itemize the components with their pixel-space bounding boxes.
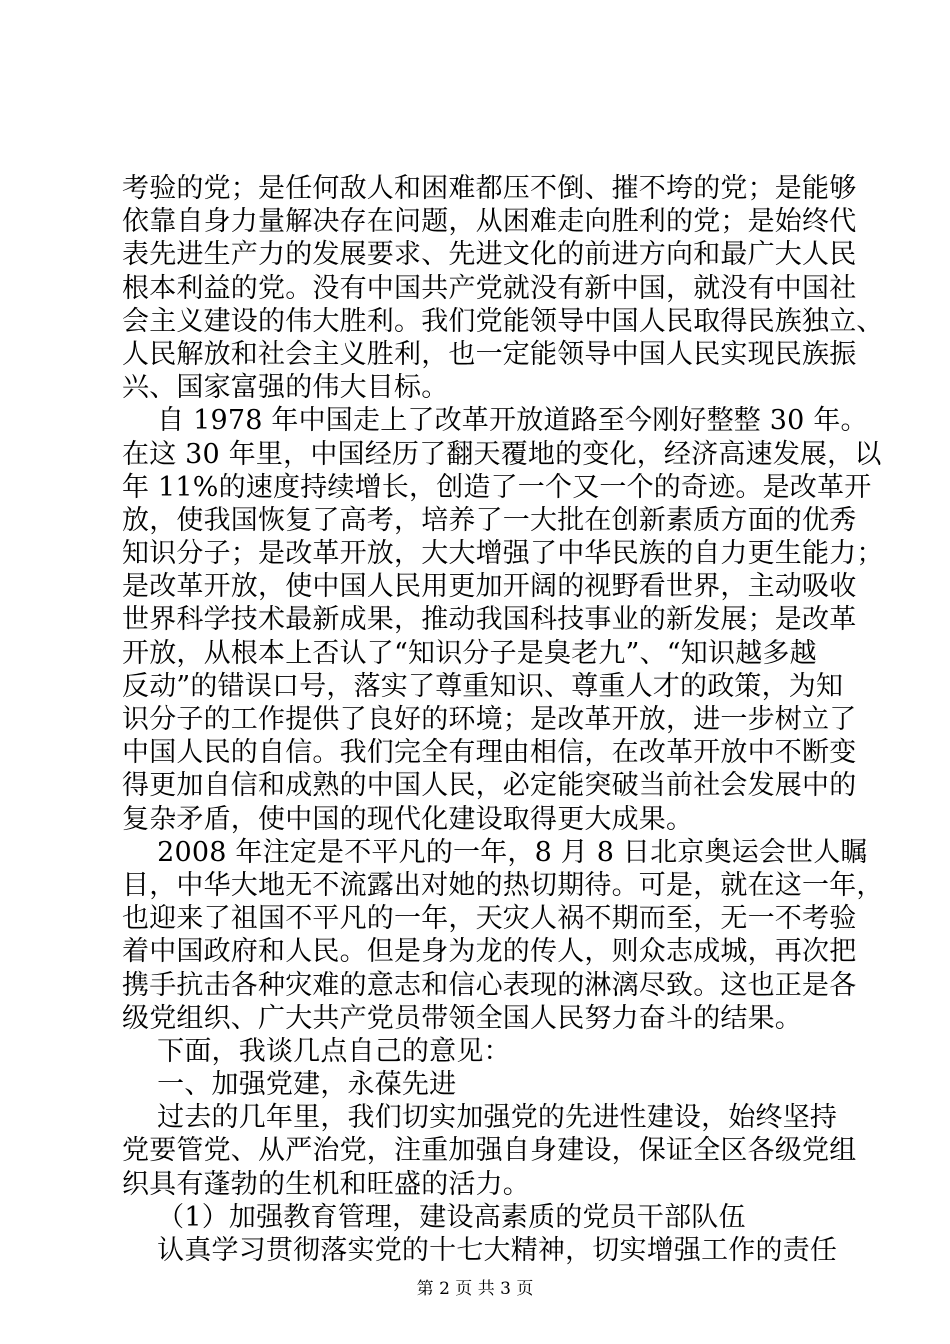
- text-line: 兴、国家富强的伟大目标。: [122, 372, 449, 404]
- text-line: 根本利益的党。没有中国共产党就没有新中国，就没有中国社: [122, 272, 857, 304]
- text-line: 考验的党；是任何敌人和困难都压不倒、摧不垮的党；是能够: [122, 173, 857, 204]
- subsection-heading: （1）加强教育管理，建设高素质的党员干部队伍: [122, 1201, 746, 1233]
- text-line: 开放，从根本上否认了“知识分子是臭老九”、“知识越多越: [122, 637, 817, 669]
- text-line: 会主义建设的伟大胜利。我们党能领导中国人民取得民族独立、: [122, 305, 884, 337]
- text-line: 是改革开放，使中国人民用更加开阔的视野看世界，主动吸收: [122, 571, 857, 603]
- text-line: 过去的几年里，我们切实加强党的先进性建设，始终坚持: [122, 1102, 838, 1134]
- text-line: 知识分子；是改革开放，大大增强了中华民族的自力更生能力；: [122, 538, 884, 570]
- text-line: 在这 30 年里，中国经历了翻天覆地的变化，经济高速发展，以: [122, 438, 882, 470]
- text-line: 得更加自信和成熟的中国人民，必定能突破当前社会发展中的: [122, 770, 857, 802]
- text-line: 世界科学技术最新成果，推动我国科技事业的新发展；是改革: [122, 604, 857, 636]
- text-line: 携手抗击各种灾难的意志和信心表现的淋漓尽致。这也正是各: [122, 969, 857, 1001]
- text-line: 党要管党、从严治党，注重加强自身建设，保证全区各级党组: [122, 1135, 857, 1167]
- text-line: 反动”的错误口号，落实了尊重知识、尊重人才的政策，为知: [122, 670, 844, 702]
- text-line: 级党组织、广大共产党员带领全国人民努力奋斗的结果。: [122, 1002, 802, 1034]
- text-line: 依靠自身力量解决存在问题，从困难走向胜利的党；是始终代: [122, 206, 857, 238]
- page-number: 第 2 页 共 3 页: [416, 1279, 534, 1299]
- text-line: 着中国政府和人民。但是身为龙的传人，则众志成城，再次把: [122, 936, 857, 968]
- text-line: 自 1978 年中国走上了改革开放道路至今刚好整整 30 年。: [122, 405, 868, 437]
- text-line: 人民解放和社会主义胜利，也一定能领导中国人民实现民族振: [122, 338, 857, 370]
- text-line: 下面，我谈几点自己的意见：: [122, 1035, 511, 1067]
- text-line: 表先进生产力的发展要求、先进文化的前进方向和最广大人民: [122, 239, 857, 271]
- text-line: 2008 年注定是不平凡的一年，8 月 8 日北京奥运会世人瞩: [122, 836, 868, 868]
- text-line: 目，中华大地无不流露出对她的热切期待。可是，就在这一年，: [122, 869, 884, 901]
- text-line: 织具有蓬勃的生机和旺盛的活力。: [122, 1168, 530, 1200]
- text-line: 放，使我国恢复了高考，培养了一大批在创新素质方面的优秀: [122, 504, 857, 536]
- section-heading: 一、加强党建，永葆先进: [122, 1069, 457, 1101]
- text-line: 识分子的工作提供了良好的环境；是改革开放，进一步树立了: [122, 704, 857, 735]
- body-text: [122, 172, 884, 1267]
- page-footer: [0, 1278, 950, 1300]
- text-line: 认真学习贯彻落实党的十七大精神，切实增强工作的责任: [122, 1235, 838, 1266]
- text-line: 中国人民的自信。我们完全有理由相信，在改革开放中不断变: [122, 737, 857, 769]
- text-line: 也迎来了祖国不平凡的一年，天灾人祸不期而至，无一不考验: [122, 903, 857, 935]
- text-line: 年 11%的速度持续增长，创造了一个又一个的奇迹。是改革开: [122, 471, 872, 503]
- text-line: 复杂矛盾，使中国的现代化建设取得更大成果。: [122, 803, 694, 835]
